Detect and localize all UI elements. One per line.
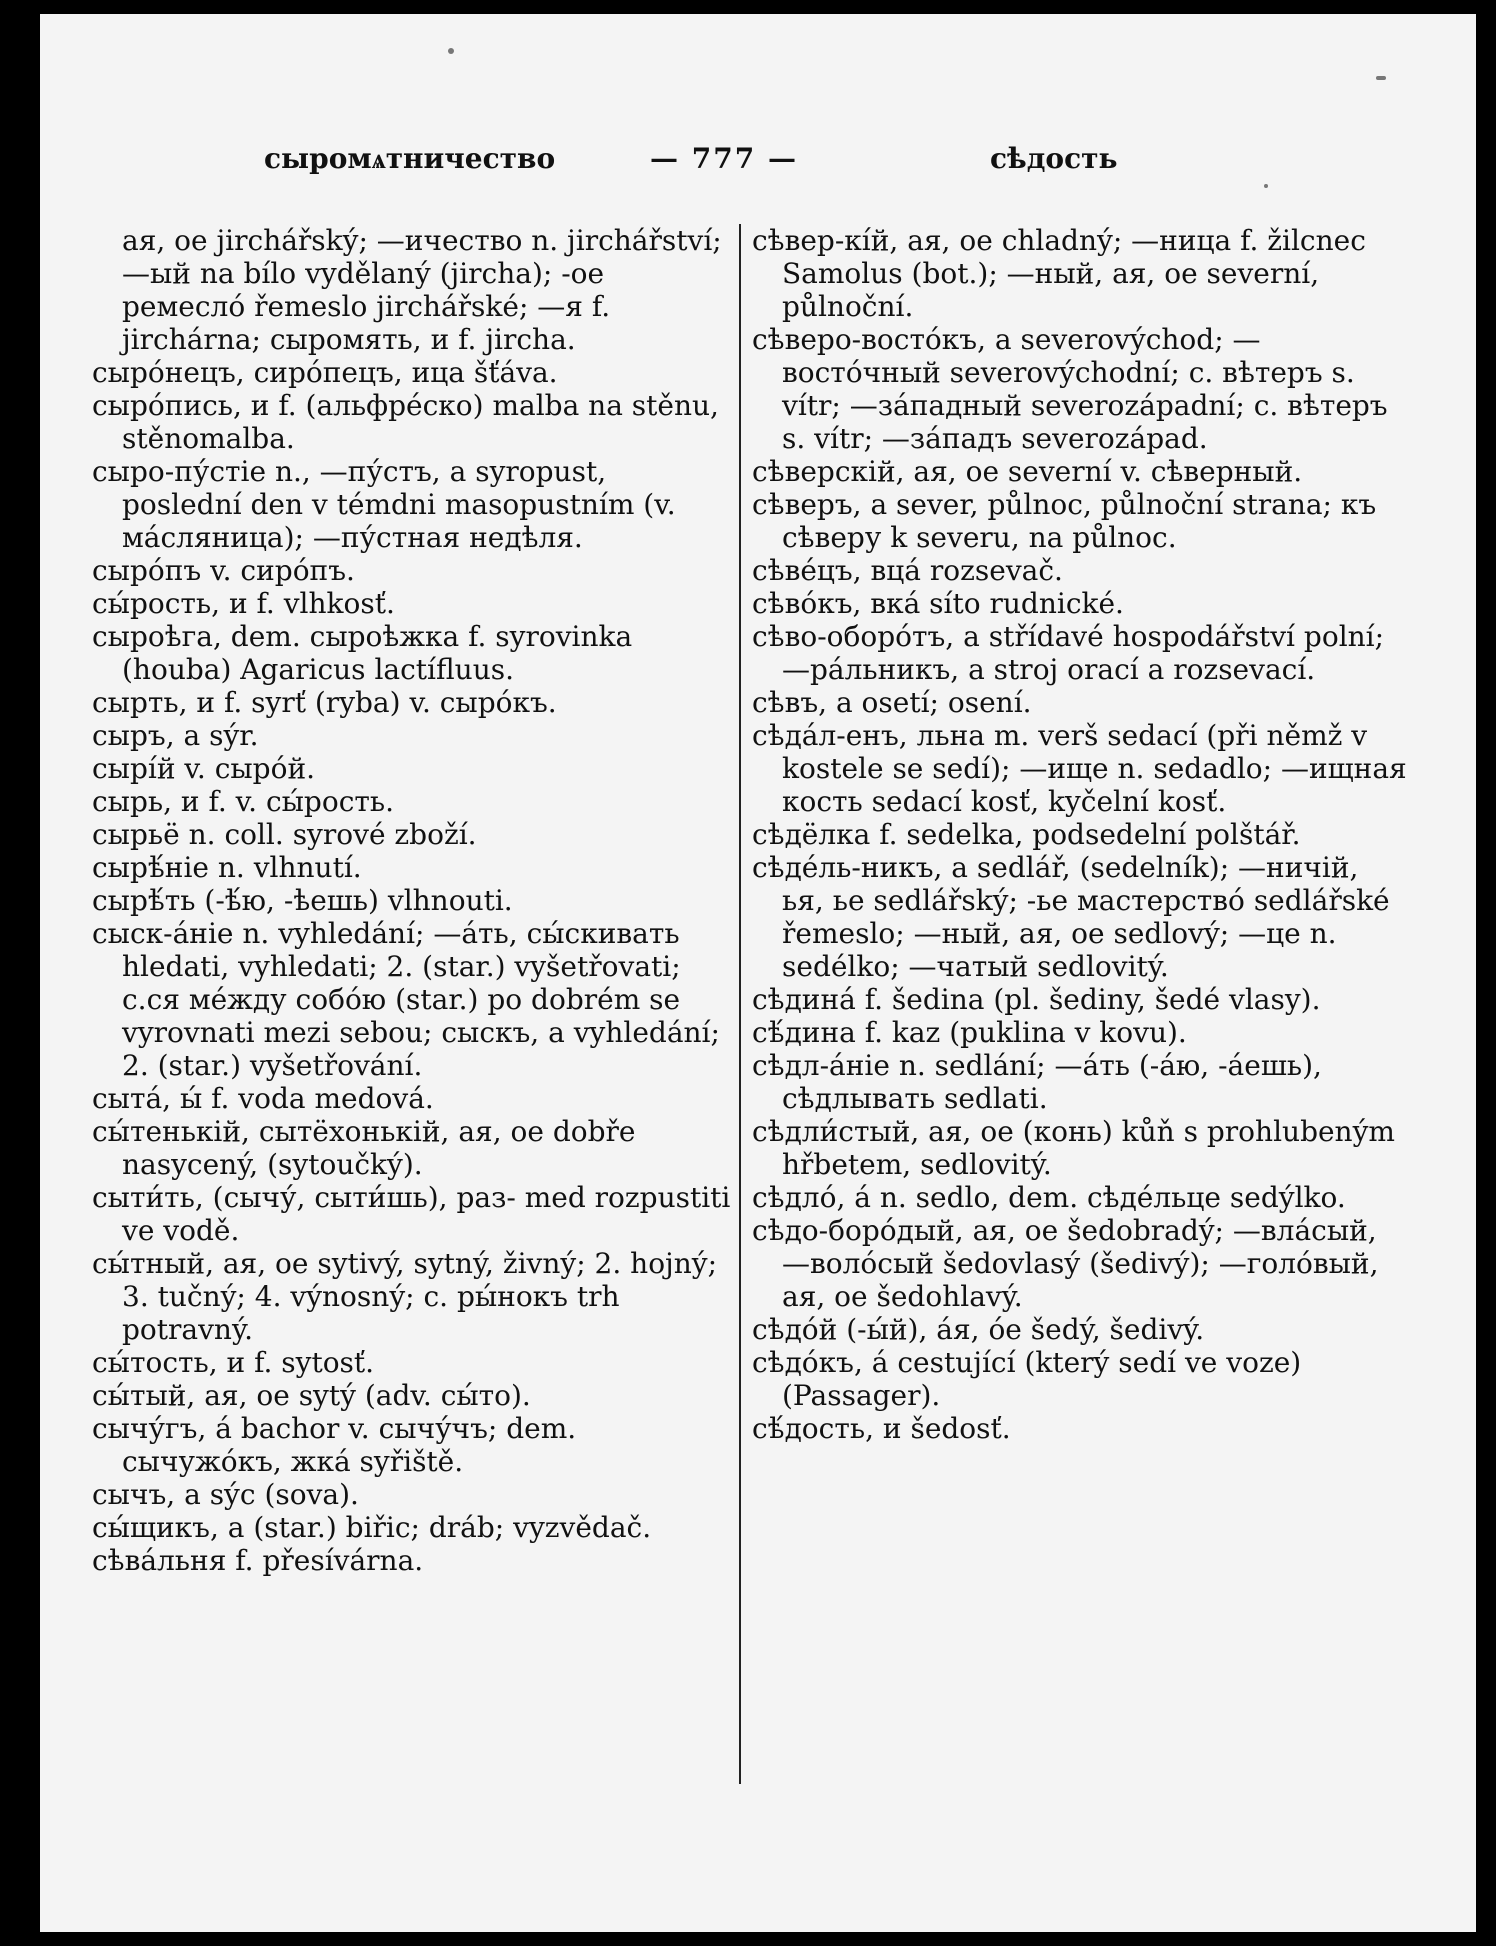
dictionary-entry: сѣда́л-енъ, льна m. verš sedací (při němž v kostele se sedí); —ище n. sedadlo; —ищная кость sedací kosť, kyčelní kosť. — [752, 719, 1407, 818]
dictionary-entry: сѣдло́, а́ n. sedlo, dem. сѣде́льце sedýlko. — [752, 1181, 1346, 1214]
column-divider — [739, 224, 741, 1784]
dictionary-entry: сѣво́къ, вка́ síto rudnické. — [752, 587, 1124, 620]
dictionary-entry: сырі́й v. сыро́й. — [92, 752, 316, 785]
dictionary-entry: сыро́пъ v. сиро́пъ. — [92, 554, 355, 587]
dictionary-entry: сычу́гъ, а́ bachor v. сычу́чъ; dem. сычужо́къ, жка́ syřiště. — [92, 1412, 577, 1478]
dictionary-entry: сыроѣга, dem. сыроѣжка f. syrovinka (houba) Agaricus lactífluus. — [92, 620, 633, 686]
dictionary-entry: сѣ́дость, и šedosť. — [752, 1412, 1011, 1445]
speck-mark — [1264, 184, 1268, 188]
dictionary-entry: сыти́ть, (сычу́, сыти́шь), раз- med rozpustiti ve vodě. — [92, 1181, 731, 1247]
left-column — [92, 224, 732, 1577]
dictionary-entry: сѣде́ль-никъ, а sedlář, (sedelník); —ничій, ья, ье sedlářský; -ье мастерство́ sedlářské řemeslo; —ный, ая, ое sedlový; —це n. sedélko; —чатый sedlovitý. — [752, 851, 1390, 983]
page-number: — 777 — — [650, 142, 798, 175]
dictionary-entry: сѣдо́къ, а́ cestující (který sedí ve voze) (Passager). — [752, 1346, 1302, 1412]
dictionary-entry: сычъ, а sýc (sova). — [92, 1478, 359, 1511]
dictionary-entry: сѣдли́стый, ая, ое (конь) kůň s prohlubeným hřbetem, sedlovitý. — [752, 1115, 1395, 1181]
dictionary-entry: сѣдёлка f. sedelka, podsedelní polštář. — [752, 818, 1301, 851]
dictionary-entry: сѣвер-кі́й, ая, ое chladný; —ница f. žilcnec Samolus (bot.); —ный, ая, ое severní, půlnoční. — [752, 224, 1366, 323]
dictionary-entry: сѣдл-а́ніе n. sedlání; —а́ть (-а́ю, -а́ешь), сѣдлывать sedlati. — [752, 1049, 1322, 1115]
dictionary-entry: сы́тость, и f. sytosť. — [92, 1346, 375, 1379]
dictionary-entry: сыск-а́ніе n. vyhledání; —а́ть, сы́скивать hledati, vyhledati; 2. (star.) vyšetřovati; с.ся ме́жду собо́ю (star.) po dobrém se vyrovnati mezi sebou; сыскъ, а vyhledání; 2. (star.) vyšetřování. — [92, 917, 720, 1082]
dictionary-entry: сѣдо-боро́дый, ая, ое šedobradý; —вла́сый, —воло́сый šedovlasý (šedivý); —голо́вый, ая, ое šedohlavý. — [752, 1214, 1379, 1313]
dictionary-entry: сырть, и f. syrť (ryba) v. сыро́къ. — [92, 686, 557, 719]
header-right-word: сѣдость — [990, 142, 1118, 175]
dictionary-entry: сыро́пись, и f. (альфре́ско) malba na stěnu, stěnomalba. — [92, 389, 719, 455]
dictionary-entry: сыро-пу́стіе n., —пу́стъ, а syropust, poslední den v témdni masopustním (v. ма́сляница); —пу́стная недѣля. — [92, 455, 676, 554]
dictionary-entry: сѣдина́ f. šedina (pl. šediny, šedé vlasy). — [752, 983, 1321, 1016]
dictionary-entry: сѣверскій, ая, ое severní v. сѣверный. — [752, 455, 1303, 488]
dictionary-entry: сѣверо-восто́къ, а severovýchod; —восто́чный severovýchodní; с. вѣтеръ s. vítr; —за́падный severozápadní; с. вѣтеръ s. vítr; —за́падъ severozápad. — [752, 323, 1388, 455]
dictionary-entry: сы́щикъ, а (star.) biřic; dráb; vyzvědač. — [92, 1511, 652, 1544]
dictionary-entry: сы́рость, и f. vlhkosť. — [92, 587, 395, 620]
dictionary-entry: сыръ, а sýr. — [92, 719, 259, 752]
dictionary-entry: сырѣ́ть (-ѣ́ю, -ѣешь) vlhnouti. — [92, 884, 513, 917]
dictionary-entry: сѣво-оборо́тъ, а střídavé hospodářství polní; —ра́льникъ, а stroj orací a rozsevací. — [752, 620, 1385, 686]
dictionary-page — [40, 14, 1476, 1932]
dictionary-entry: сѣве́цъ, вца́ rozsevač. — [752, 554, 1063, 587]
page-header — [40, 142, 1476, 182]
dictionary-entry: сѣ́дина f. kaz (puklina v kovu). — [752, 1016, 1187, 1049]
speck-mark — [448, 48, 454, 54]
header-left-word: сыромѧтничество — [264, 142, 556, 175]
dictionary-entry: ая, ое jirchářský; —ичество n. jirchářství; —ый na bílo vydělaný (jircha); -ое ремесло́ řemeslo jirchářské; —я f. jirchárna; сыромять, и f. jircha. — [122, 224, 722, 356]
dictionary-entry: сѣдо́й (-ы́й), а́я, о́е šedý, šedivý. — [752, 1313, 1205, 1346]
speck-mark — [1376, 76, 1386, 80]
dictionary-entry: сыро́нецъ, сиро́пецъ, ица šťáva. — [92, 356, 558, 389]
dictionary-entry: сырь, и f. v. сы́рость. — [92, 785, 395, 818]
dictionary-entry: сы́тенькій, сытёхонькій, ая, ое dobře nasycený, (sytoučký). — [92, 1115, 636, 1181]
dictionary-entry: сы́тный, ая, ое sytivý, sytný, živný; 2. hojný; 3. tučný; 4. výnosný; с. ры́нокъ trh potravný. — [92, 1247, 718, 1346]
dictionary-entry: сыта́, ы́ f. voda medová. — [92, 1082, 434, 1115]
dictionary-entry: сѣверъ, а sever, půlnoc, půlnoční strana; къ сѣверу k severu, na půlnoc. — [752, 488, 1377, 554]
dictionary-entry: сы́тый, ая, ое sytý (adv. сы́то). — [92, 1379, 531, 1412]
dictionary-entry: сѣвъ, а osetí; osení. — [752, 686, 1032, 719]
dictionary-entry: сырьё n. coll. syrové zboží. — [92, 818, 477, 851]
right-column — [752, 224, 1407, 1445]
dictionary-entry: сѣва́льня f. přesívárna. — [92, 1544, 424, 1577]
dictionary-entry: сырѣ́ніе n. vlhnutí. — [92, 851, 362, 884]
